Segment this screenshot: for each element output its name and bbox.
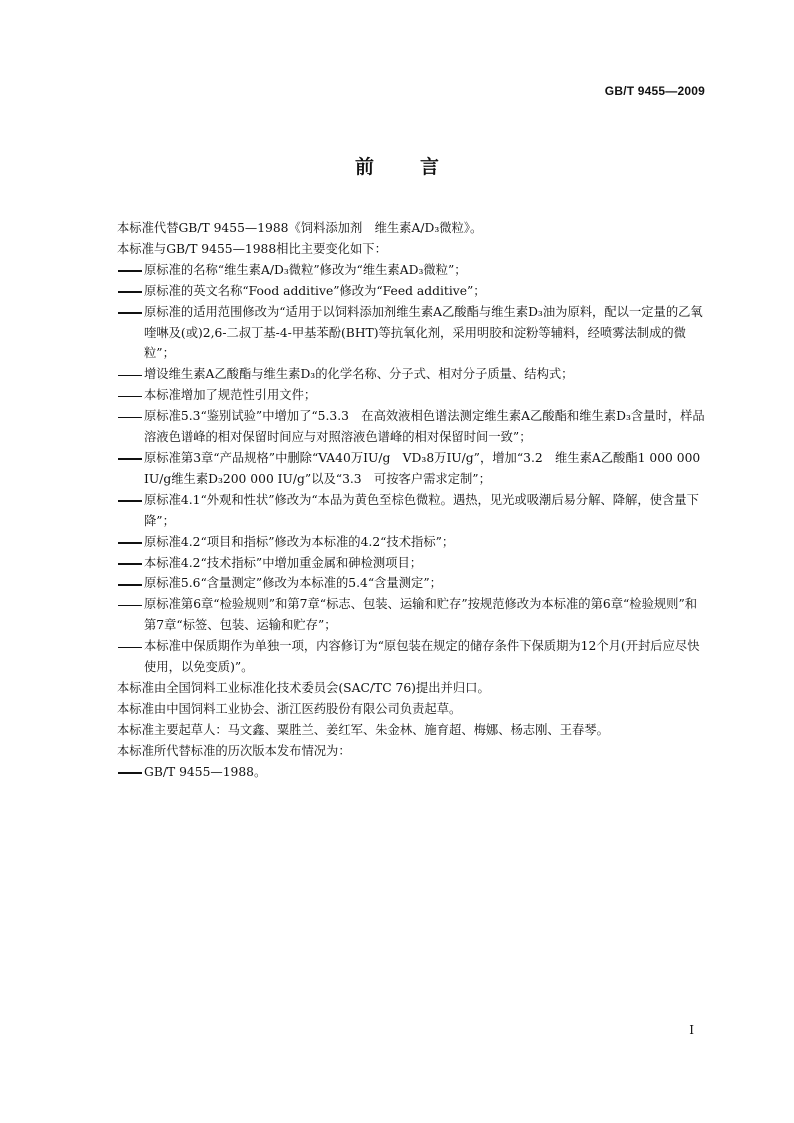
list-item-text: 本标准中保质期作为单独一项，内容修订为“原包装在规定的储存条件下保质期为12个月(开封后应尽快使用，以免变质)”。: [144, 639, 700, 675]
list-item: [117, 281, 707, 302]
paragraph-proposer: 本标准由全国饲料工业标准化技术委员会(SAC/TC 76)提出并归口。: [117, 680, 490, 695]
list-item-text: 本标准4.2“技术指标”中增加重金属和砷检测项目；: [144, 555, 423, 570]
list-item: [117, 490, 707, 532]
list-item: [117, 594, 707, 636]
list-item: [117, 553, 707, 574]
dash-bullet: [117, 536, 144, 548]
title-char-1: 前: [354, 156, 374, 178]
list-item: [117, 532, 707, 553]
list-item-text: 本标准增加了规范性引用文件；: [144, 388, 317, 403]
paragraph-replaces: 本标准代替GB/T 9455—1988《饲料添加剂 维生素A/D₃微粒》。: [117, 221, 483, 235]
list-item-text: 原标准5.6“含量测定”修改为本标准的5.4“含量测定”；: [144, 576, 442, 591]
page-number: I: [689, 1023, 694, 1037]
dash-bullet: [117, 264, 144, 276]
title-char-2: 言: [420, 156, 440, 178]
dash-bullet: [117, 557, 144, 569]
list-item-text: 原标准第3章“产品规格”中删除“VA40万IU/g VD₃8万IU/g”，增加“3.2 维生素A乙酸酯1 000 000 IU/g维生素D₃200 000 IU/g”以及“3.3 可按客户需求定制”；: [144, 450, 701, 486]
dash-bullet: [117, 369, 144, 381]
list-item: [117, 448, 707, 490]
list-item-text: 原标准的名称“维生素A/D₃微粒”修改为“维生素AD₃微粒”；: [144, 262, 467, 277]
list-item-text: 原标准的适用范围修改为“适用于以饲料添加剂维生素A乙酸酯与维生素D₃油为原料，配以一定量的乙氧喹啉及(或)2,6-二叔丁基-4-甲基苯酚(BHT)等抗氧化剂，采用明胶和淀粉等辅料，经喷雾法制成的微粒”；: [144, 304, 703, 361]
paragraph-history-intro: 本标准所代替标准的历次版本发布情况为：: [117, 743, 351, 758]
paragraph-drafting-units: 本标准由中国饲料工业协会、浙江医药股份有限公司负责起草。: [117, 701, 462, 716]
dash-bullet: [117, 641, 144, 653]
list-item-text: 原标准4.1“外观和性状”修改为“本品为黄色至棕色微粒。遇热，见光或吸潮后易分解、降解，使含量下降”；: [144, 492, 699, 528]
list-item: [117, 302, 707, 365]
list-item-text: 原标准5.3“鉴别试验”中增加了“5.3.3 在高效液相色谱法测定维生素A乙酸酯和维生素D₃含量时，样品溶液色谱峰的相对保留时间应与对照溶液色谱峰的相对保留时间一致”；: [144, 409, 705, 445]
list-item: [117, 385, 707, 406]
list-item: [117, 636, 707, 678]
foreword-body: [117, 218, 707, 782]
dash-bullet: [117, 285, 144, 297]
changes-list: [117, 260, 707, 678]
standard-code: GB/T 9455—2009: [604, 84, 705, 98]
dash-bullet: [117, 578, 144, 590]
paragraph-drafters: 本标准主要起草人：马文鑫、粟胜兰、姜红军、朱金林、施育超、梅娜、杨志刚、王春琴。: [117, 722, 609, 737]
dash-bullet: [117, 390, 144, 402]
list-item: [117, 573, 707, 594]
dash-bullet: [117, 306, 144, 318]
list-item-text: 原标准第6章“检验规则”和第7章“标志、包装、运输和贮存”按规范修改为本标准的第6章“检验规则”和第7章“标签、包装、运输和贮存”；: [144, 597, 698, 633]
dash-bullet: [117, 599, 144, 611]
list-item-text: 原标准的英文名称“Food additive”修改为“Feed additive”；: [144, 283, 486, 298]
list-item: [117, 260, 707, 281]
dash-bullet: [117, 494, 144, 506]
list-item: [117, 406, 707, 448]
history-item: [117, 762, 707, 783]
list-item-text: 增设维生素A乙酸酯与维生素D₃的化学名称、分子式、相对分子质量、结构式；: [144, 367, 574, 382]
dash-bullet: [117, 452, 144, 464]
page-title: [0, 152, 794, 179]
dash-bullet: [117, 411, 144, 423]
paragraph-changes-intro: 本标准与GB/T 9455—1988相比主要变化如下：: [117, 241, 387, 256]
list-item: [117, 364, 707, 385]
list-item-text: 原标准4.2“项目和指标”修改为本标准的4.2“技术指标”；: [144, 534, 455, 549]
history-item-text: GB/T 9455—1988。: [144, 764, 267, 779]
dash-bullet: [117, 766, 144, 778]
